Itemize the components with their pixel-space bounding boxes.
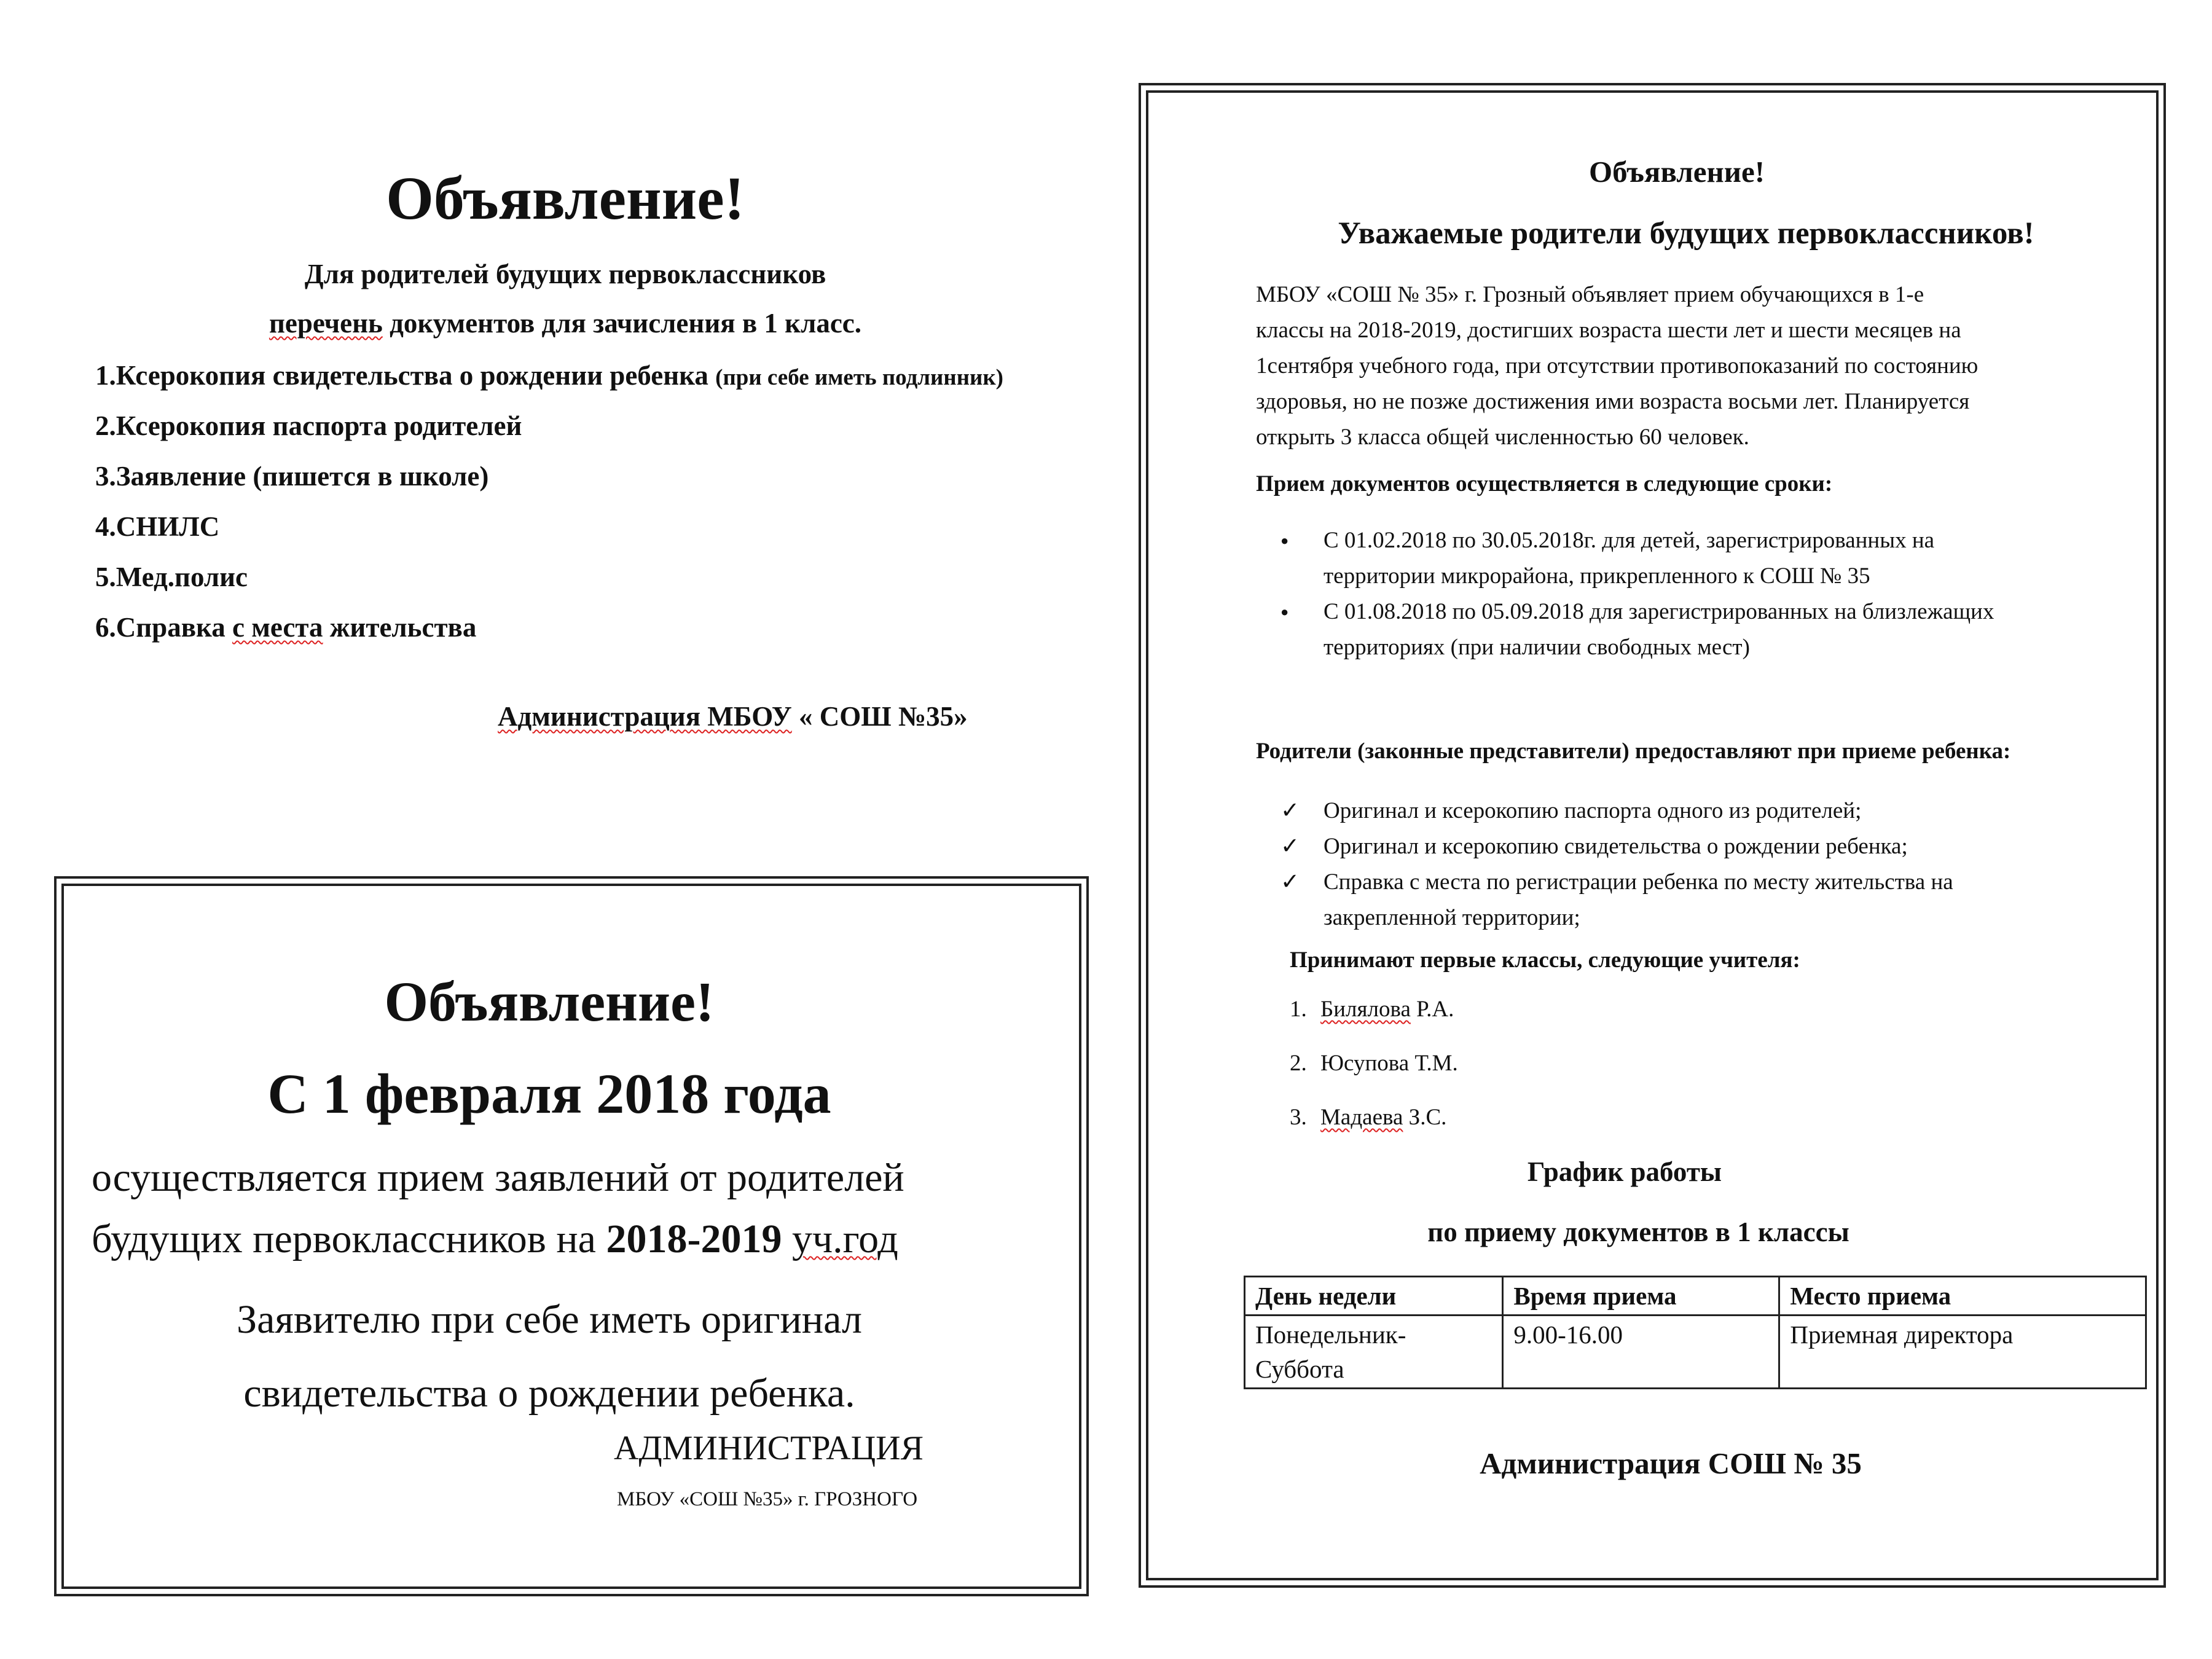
table-cell-time: 9.00-16.00: [1503, 1316, 1779, 1389]
dates-bullet-list: [1256, 523, 2128, 665]
item-text-end: жительства: [323, 612, 477, 643]
teacher-initials: Т.М.: [1409, 1051, 1458, 1076]
table-cell-place: Приемная директора: [1779, 1316, 2146, 1389]
checklist-item: [1256, 793, 2128, 829]
day-line: Понедельник-: [1255, 1320, 1406, 1349]
teacher-number: 2.: [1290, 1051, 1307, 1076]
requirement-line: Заявителю при себе иметь оригинал: [237, 1297, 862, 1342]
teacher-number: 1.: [1290, 997, 1307, 1022]
bullet-item: [1256, 523, 2128, 594]
teacher-item: [1290, 1050, 1458, 1104]
documents-checklist: [1256, 793, 2128, 936]
checklist-line: Оригинал и ксерокопию свидетельства о рождении ребенка;: [1324, 834, 1908, 859]
schedule-table: [1244, 1276, 2147, 1389]
list-item: 4.СНИЛС: [95, 511, 220, 542]
documents-list: [95, 359, 1078, 662]
parents-documents-heading: Родители (законные представители) предоставляют при приеме ребенка:: [1256, 739, 2011, 764]
table-header: Место приема: [1779, 1277, 2146, 1316]
item-text: 1.Ксерокопия свидетельства о рождении ребенка: [95, 360, 716, 391]
teacher-surname: Юсупова: [1320, 1051, 1410, 1076]
school-name-label: МБОУ «СОШ №35» г. ГРОЗНОГО: [617, 1488, 918, 1510]
intro-line: 1сентября учебного года, при отсутствии противопоказаний по состоянию: [1256, 353, 1979, 378]
signature-underlined: Администрация МБОУ: [498, 701, 792, 732]
list-item: 3.Заявление (пишется в школе): [95, 461, 489, 492]
intro-line: открыть 3 класса общей численностью 60 человек.: [1256, 425, 1749, 450]
teacher-number: 3.: [1290, 1105, 1307, 1130]
heading-rest: документов для зачисления в 1 класс.: [382, 308, 862, 339]
body-line: осуществляется прием заявлений от родителей: [92, 1155, 904, 1200]
bullet-line: территориях (при наличии свободных мест): [1324, 635, 1750, 660]
table-cell-day: [1245, 1316, 1503, 1389]
table-header: День недели: [1245, 1277, 1503, 1316]
requirement-line: свидетельства о рождении ребенка.: [243, 1371, 855, 1416]
list-item: 2.Ксерокопия паспорта родителей: [95, 410, 522, 441]
item-text: 6.Справка: [95, 612, 233, 643]
academic-year-suffix: уч.год: [791, 1217, 898, 1261]
administration-label: АДМИНИСТРАЦИЯ: [614, 1429, 924, 1467]
item-note: (при себе иметь подлинник): [715, 365, 1003, 390]
list-item: 5.Мед.полис: [95, 562, 248, 592]
teacher-item: [1290, 1104, 1458, 1158]
check-icon: ✓: [1281, 798, 1300, 823]
start-date-heading: С 1 февраля 2018 года: [267, 1062, 831, 1125]
teacher-surname: Мадаева: [1320, 1105, 1403, 1130]
checklist-line: Оригинал и ксерокопию паспорта одного из родителей;: [1324, 798, 1862, 823]
teachers-heading: Принимают первые классы, следующие учителя:: [1290, 947, 1800, 973]
underlined-words: с места: [232, 612, 323, 643]
teacher-initials: З.С.: [1403, 1105, 1447, 1130]
check-icon: ✓: [1281, 834, 1300, 859]
announcement-title: Объявление!: [386, 164, 745, 232]
teacher-initials: Р.А.: [1410, 997, 1454, 1022]
announcement-subtitle: Для родителей будущих первоклассников: [304, 259, 826, 289]
list-item: [95, 359, 1078, 410]
applicant-requirement: [64, 1283, 1035, 1430]
announcement-documents-list: [0, 0, 1106, 860]
announcement-title: Объявление!: [1588, 155, 1765, 189]
day-line: Суббота: [1255, 1355, 1344, 1383]
bullet-item: [1256, 594, 2128, 665]
documents-list-heading: [0, 307, 1131, 339]
checklist-line: закрепленной территории;: [1324, 905, 1580, 930]
administration-signature: [498, 700, 968, 732]
announcement-body: [92, 1147, 1050, 1270]
checklist-item: [1256, 829, 2128, 865]
teacher-item: [1290, 996, 1458, 1050]
footer-signature: Администрация СОШ № 35: [1480, 1446, 1862, 1480]
intro-line: здоровья, но не позже достижения ими возраста восьми лет. Планируется: [1256, 389, 1970, 414]
schedule-subtitle: по приему документов в 1 классы: [1427, 1217, 1849, 1247]
bullet-line: ● С 01.08.2018 по 05.09.2018 для зарегистрированных на близлежащих: [1324, 599, 1994, 624]
dates-heading: Прием документов осуществляется в следующие сроки:: [1256, 471, 1833, 496]
checklist-item: [1256, 865, 2128, 936]
underlined-word: перечень: [269, 308, 383, 339]
bullet-line: территории микрорайона, прикрепленного к СОШ № 35: [1324, 563, 1870, 589]
announcement-first-graders: [1146, 90, 2159, 1580]
teacher-surname: Билялова: [1320, 997, 1411, 1022]
schedule-title: График работы: [1527, 1156, 1722, 1187]
table-header: Время приема: [1503, 1277, 1779, 1316]
signature-rest: « СОШ №35»: [791, 701, 968, 732]
announcement-application-start: [61, 884, 1081, 1589]
list-item: [95, 611, 1078, 662]
academic-year: 2018-2019: [606, 1217, 782, 1261]
intro-paragraph: [1256, 277, 2116, 455]
bullet-line: ● С 01.02.2018 по 30.05.2018г. для детей, зарегистрированных на: [1324, 528, 1935, 553]
table-header-row: [1245, 1277, 2146, 1316]
table-row: [1245, 1316, 2146, 1389]
parents-greeting-heading: Уважаемые родители будущих первоклассников!: [1338, 216, 2034, 251]
body-text: будущих первоклассников на: [92, 1217, 606, 1261]
teachers-list: [1290, 996, 1458, 1158]
announcement-title: Объявление!: [384, 970, 715, 1033]
checklist-line: Справка с места по регистрации ребенка по месту жительства на: [1324, 869, 1953, 895]
intro-line: МБОУ «СОШ № 35» г. Грозный объявляет прием обучающихся в 1-е: [1256, 282, 1924, 307]
body-line: [92, 1209, 1050, 1270]
intro-line: классы на 2018-2019, достигших возраста шести лет и шести месяцев на: [1256, 318, 1961, 343]
check-icon: ✓: [1281, 869, 1300, 895]
